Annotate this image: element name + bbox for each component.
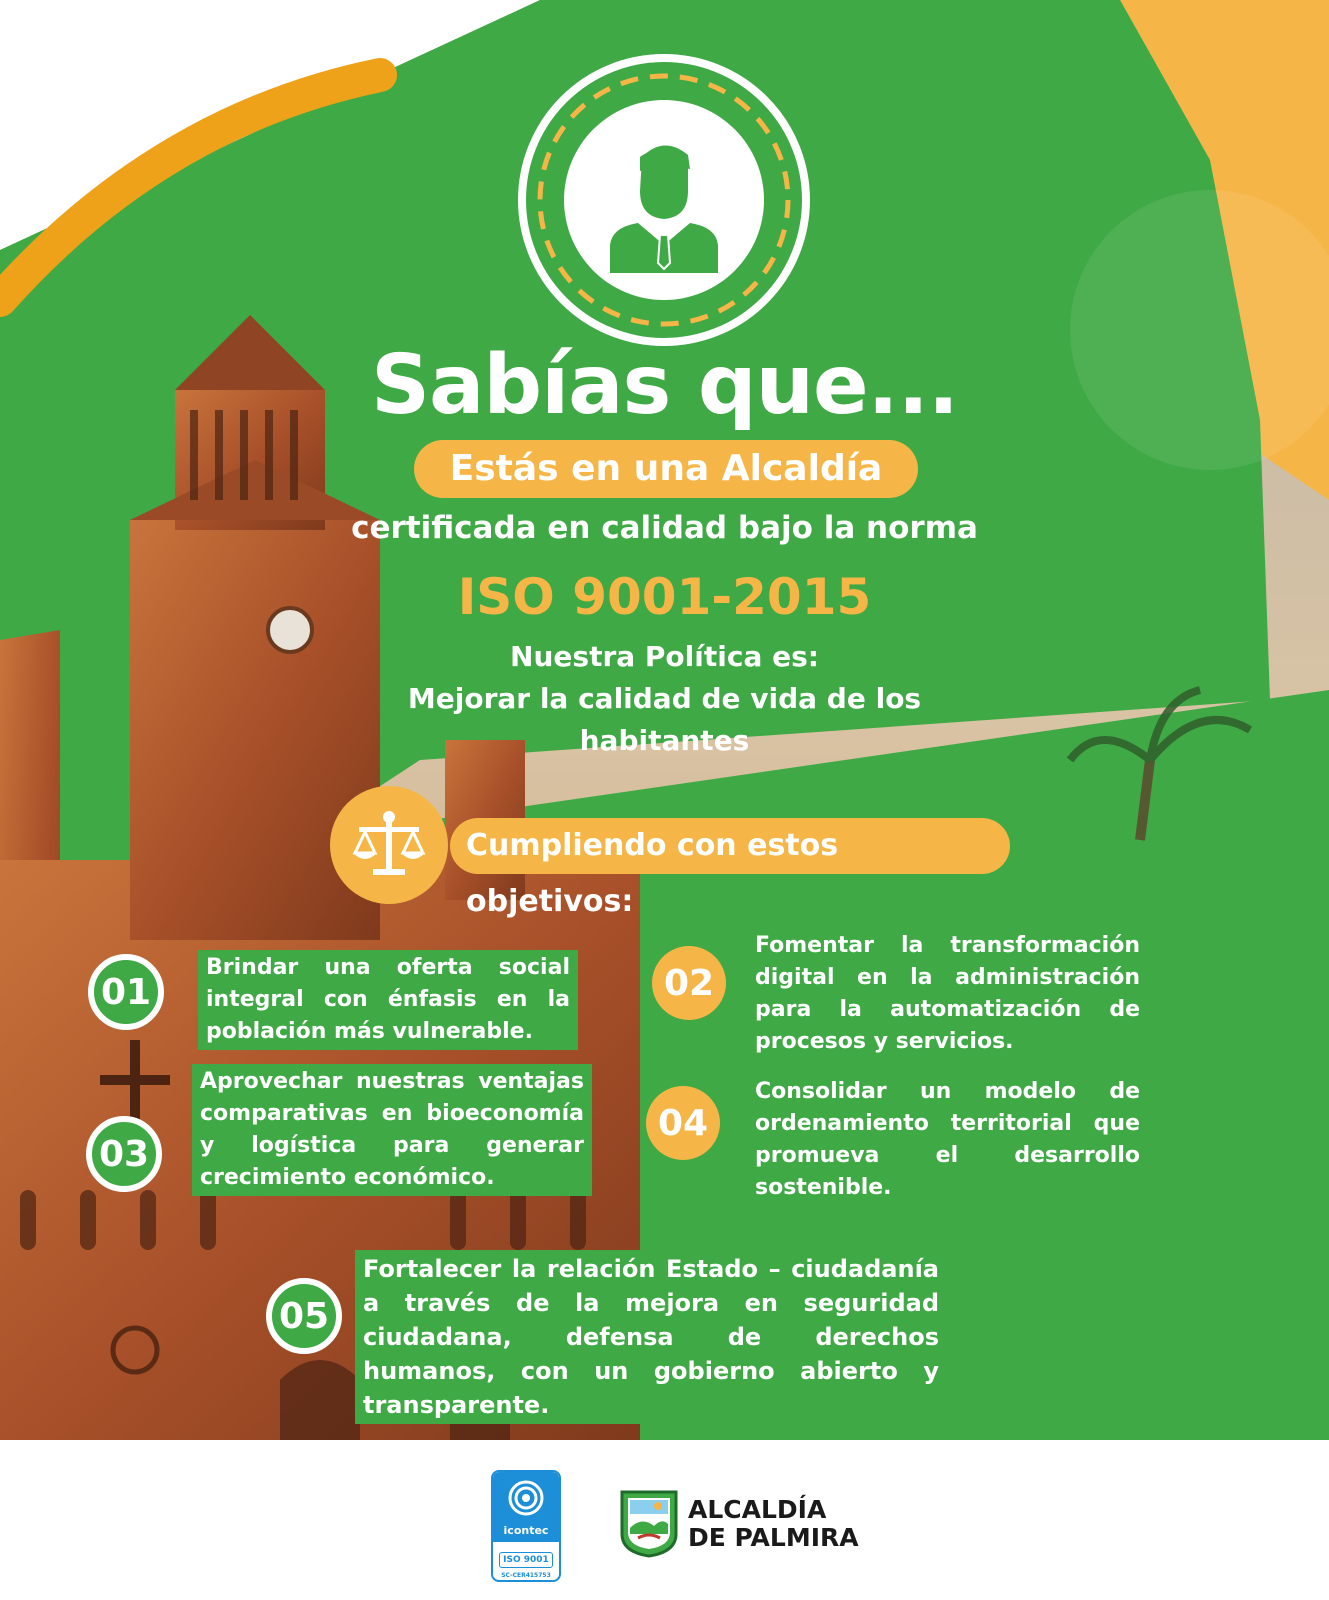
policy-label: Nuestra Política es: [510,640,819,673]
objective-text-02: Fomentar la transformación digital en la administración para la automatización de procesos y servicios. [755,933,1140,1054]
objective-number-04: 04 [646,1086,720,1160]
certification-subtitle: certificada en calidad bajo la norma [351,510,978,546]
objective-number-02: 02 [652,946,726,1020]
certified-pill: Estás en una Alcaldía [414,440,918,498]
icontec-brand: icontec [503,1524,549,1537]
icontec-logo [491,1470,561,1582]
policy-block [0,636,1329,762]
icontec-code: SC-CER415753 [501,1572,551,1579]
policy-line-1: Mejorar la calidad de vida de los [407,682,922,715]
objective-text-05: Fortalecer la relación Estado – ciudadanía a través de la mejora en seguridad ciudadana, defensa de derechos humanos, con un gobierno abierto y transparente. [355,1250,947,1424]
objective-text-01: Brindar una oferta social integral con énfasis en la población más vulnerable. [198,950,578,1050]
headline: Sabías que... [370,338,959,433]
alcaldia-name-line-1: ALCALDÍA [688,1495,827,1524]
balance-scale-icon [351,807,427,883]
alcaldia-name-line-2: DE PALMIRA [688,1523,859,1552]
objective-number-05: 05 [266,1278,342,1354]
policy-line-2: habitantes [579,724,750,757]
icontec-cert: ISO 9001 [499,1552,553,1568]
objective-number-01: 01 [88,954,164,1030]
objective-number-03: 03 [86,1116,162,1192]
objective-text-04: Consolidar un modelo de ordenamiento territorial que promueva el desarrollo sostenible. [755,1079,1140,1200]
alcaldia-name [688,1496,859,1552]
objectives-banner: Cumpliendo con estos objetivos: [450,818,1010,874]
scale-badge [330,786,448,904]
alcaldia-shield-icon [618,1488,680,1558]
iso-standard: ISO 9001-2015 [457,568,872,626]
icontec-emblem-icon [493,1472,559,1524]
businessman-icon [604,135,724,275]
objective-text-03: Aprovechar nuestras ventajas comparativas en bioeconomía y logística para generar crecimiento económico. [192,1064,592,1196]
